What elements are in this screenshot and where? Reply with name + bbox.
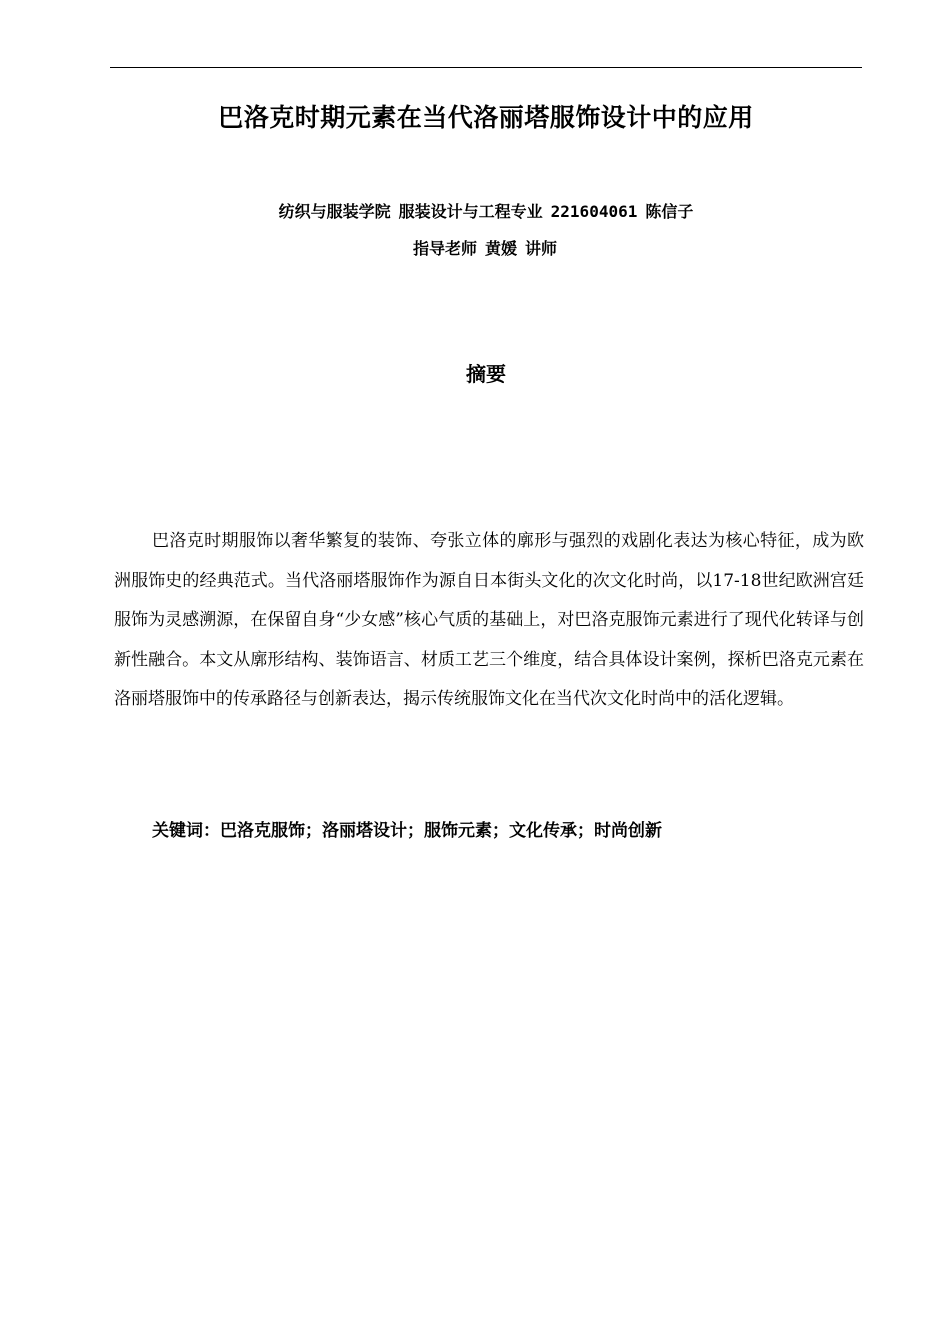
college-name: 纺织与服装学院 (278, 202, 391, 221)
advisor-rank: 讲师 (525, 239, 558, 258)
header-rule (110, 67, 862, 68)
student-name: 陈信子 (645, 202, 694, 221)
abstract-body: 巴洛克时期服饰以奢华繁复的装饰、夸张立体的廓形与强烈的戏剧化表达为核心特征，成为欧洲服饰史的经典范式。当代洛丽塔服饰作为源自日本街头文化的次文化时尚，以17-18世纪欧洲宫廷服饰为灵感溯源，在保留自身“少女感”核心气质的基础上，对巴洛克服饰元素进行了现代化转译与创新性融合。本文从廓形结构、装饰语言、材质工艺三个维度，结合具体设计案例，探析巴洛克元素在洛丽塔服饰中的传承路径与创新表达，揭示传统服饰文化在当代次文化时尚中的活化逻辑。 (114, 531, 864, 709)
advisor-line (220, 236, 750, 259)
keywords-list: 巴洛克服饰；洛丽塔设计；服饰元素；文化传承；时尚创新 (220, 821, 662, 841)
student-id: 221604061 (550, 202, 638, 221)
advisor-name: 黄媛 (484, 239, 517, 258)
major-name: 服装设计与工程专业 (398, 202, 543, 221)
abstract-heading: 摘要 (466, 362, 506, 386)
advisor-label: 指导老师 (412, 239, 477, 258)
author-line (110, 199, 862, 222)
paper-title: 巴洛克时期元素在当代洛丽塔服饰设计中的应用 (218, 103, 754, 132)
keywords-label: 关键词： (152, 821, 220, 841)
keywords-line (152, 816, 662, 841)
